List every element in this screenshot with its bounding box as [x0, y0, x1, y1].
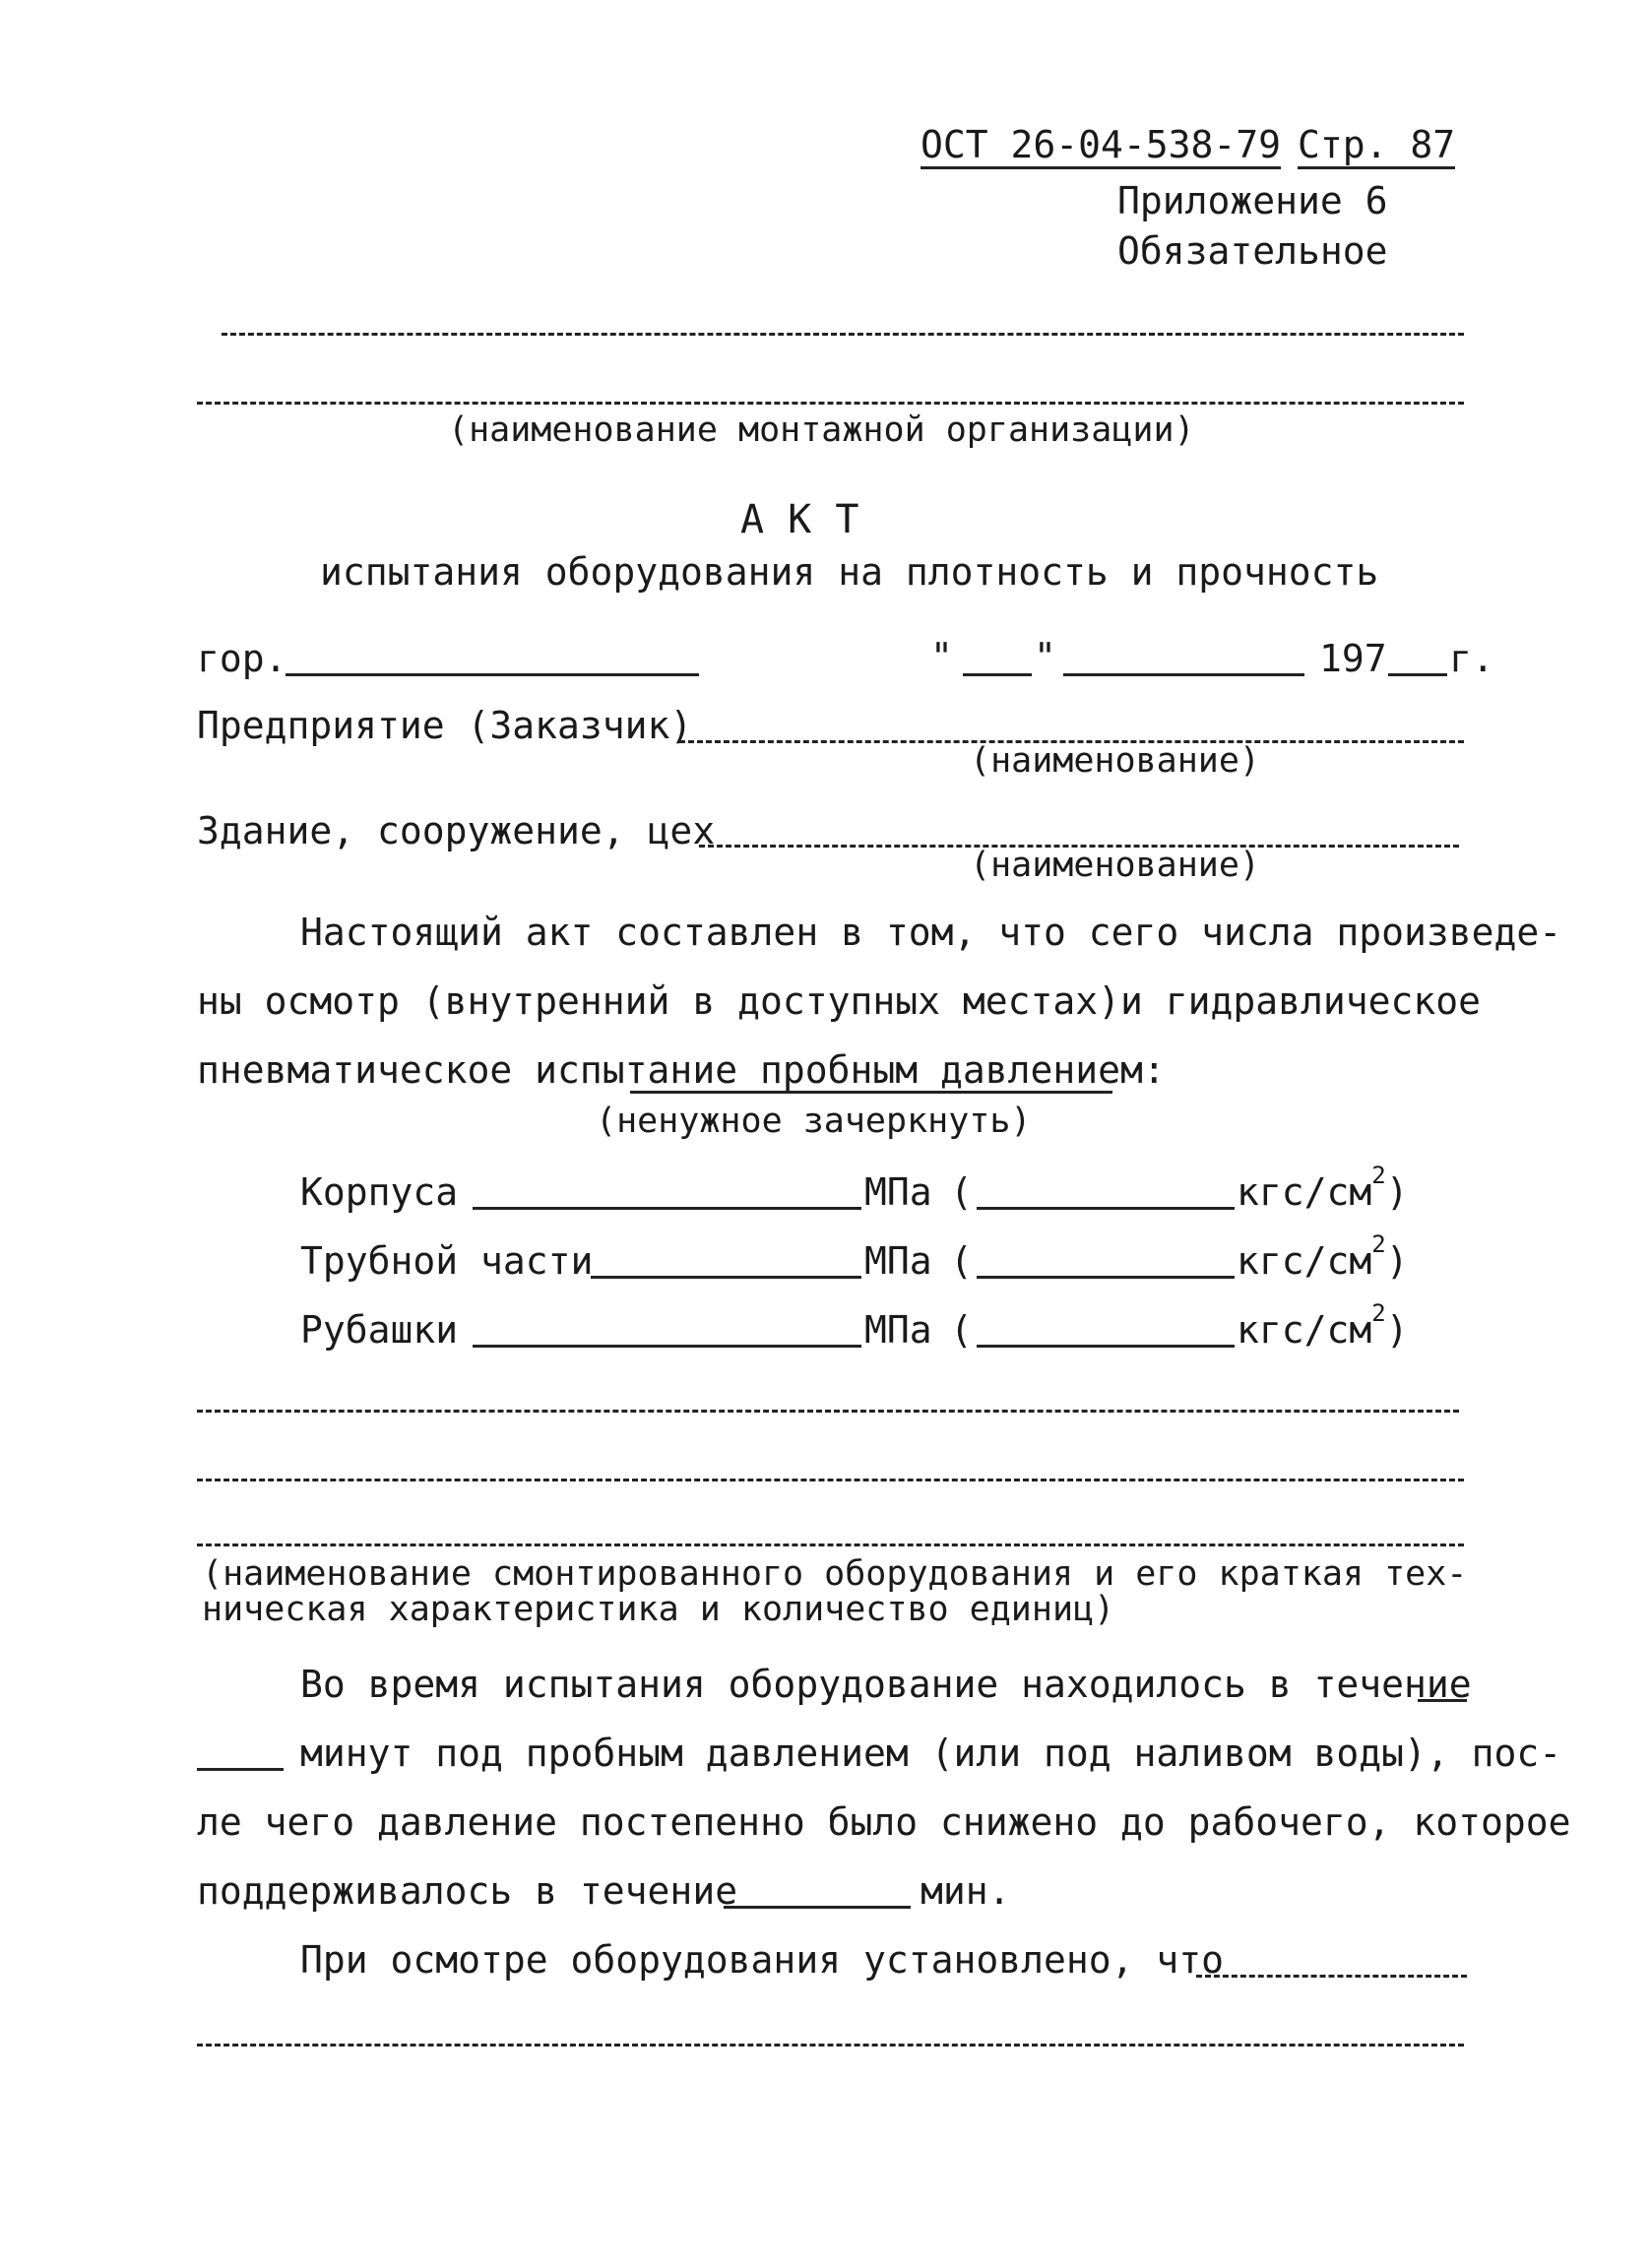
- intro-line-3: пневматическое испытание пробным давлением:: [197, 1048, 1166, 1092]
- building-label: Здание, сооружение, цех: [197, 809, 716, 852]
- paren-open: (: [950, 1239, 973, 1283]
- enterprise-caption: (наименование): [970, 741, 1261, 781]
- year-field[interactable]: [1388, 673, 1447, 676]
- act-subtitle: испытания оборудования на плотность и прочность: [320, 550, 1379, 594]
- mpa-field[interactable]: [473, 1345, 861, 1348]
- paren-open: (: [950, 1308, 973, 1352]
- kgf-field[interactable]: [977, 1345, 1235, 1348]
- minutes-label: мин.: [921, 1869, 1011, 1913]
- enterprise-label: Предприятие (Заказчик): [197, 704, 693, 747]
- test-line-2: минут под пробным давлением (или под наливом воды), пос-: [300, 1732, 1562, 1775]
- equipment-line-1[interactable]: [197, 1410, 1459, 1413]
- appendix-status: Обязательное: [1117, 229, 1388, 273]
- equipment-caption-1: (наименование смонтированного оборудования и его краткая тех-: [202, 1554, 1468, 1594]
- test-line-3: ле чего давление постепенно было снижено до рабочего, которое: [197, 1800, 1571, 1844]
- inspection-field-2[interactable]: [197, 2044, 1464, 2047]
- pressure-label: Рубашки: [300, 1308, 459, 1352]
- inspection-text: При осмотре оборудования установлено, что: [300, 1938, 1224, 1982]
- intro-line-1: Настоящий акт составлен в том, что сего числа произведе-: [300, 911, 1562, 954]
- date-quote-close: ": [1034, 635, 1056, 678]
- org-line-2: [197, 402, 1464, 405]
- inspection-field-1[interactable]: [1196, 1975, 1467, 1978]
- equipment-line-3[interactable]: [197, 1544, 1464, 1546]
- intro-underline: [630, 1091, 1112, 1094]
- paren-open: (: [950, 1170, 973, 1214]
- pressure-label: Трубной части: [300, 1239, 594, 1283]
- page-number: Стр. 87: [1298, 126, 1455, 163]
- test-line-4: поддерживалось в течение: [197, 1869, 738, 1913]
- org-line-1: [222, 333, 1464, 336]
- org-caption: (наименование монтажной организации): [448, 410, 1195, 450]
- intro-line-2: ны осмотр (внутренний в доступных местах)и гидравлическое: [197, 979, 1482, 1023]
- mpa-unit: МПа: [864, 1170, 932, 1214]
- city-label: гор.: [197, 637, 287, 680]
- hold-duration-field[interactable]: [724, 1906, 911, 1909]
- building-caption: (наименование): [970, 846, 1261, 885]
- strike-caption: (ненужное зачеркнуть): [596, 1102, 1032, 1141]
- kgf-field[interactable]: [977, 1207, 1235, 1210]
- kgf-unit: кгс/$см^2$): [1237, 1299, 1409, 1352]
- year-suffix: г.: [1449, 637, 1494, 680]
- mpa-unit: МПа: [864, 1308, 932, 1352]
- test-duration-field-b[interactable]: [197, 1768, 284, 1771]
- mpa-unit: МПа: [864, 1239, 932, 1283]
- kgf-field[interactable]: [977, 1276, 1235, 1279]
- equipment-caption-2: ническая характеристика и количество единиц): [202, 1590, 1115, 1629]
- doc-code: ОСТ 26-04-538-79: [921, 126, 1281, 163]
- act-title: А К Т: [740, 497, 859, 542]
- pressure-label: Корпуса: [300, 1170, 459, 1214]
- test-duration-field-a[interactable]: [1418, 1699, 1467, 1702]
- kgf-unit: кгс/$см^2$): [1237, 1162, 1409, 1214]
- kgf-unit: кгс/$см^2$): [1237, 1230, 1409, 1283]
- mpa-field[interactable]: [591, 1276, 861, 1279]
- mpa-field[interactable]: [473, 1207, 861, 1210]
- test-line-1: Во время испытания оборудование находилось в течение: [300, 1663, 1472, 1706]
- city-field[interactable]: [286, 673, 699, 676]
- month-field[interactable]: [1063, 673, 1304, 676]
- appendix-label: Приложение 6: [1117, 179, 1388, 222]
- date-quote-open: ": [930, 635, 953, 678]
- day-field[interactable]: [963, 673, 1032, 676]
- equipment-line-2[interactable]: [197, 1479, 1464, 1481]
- year-prefix: 197: [1319, 637, 1387, 680]
